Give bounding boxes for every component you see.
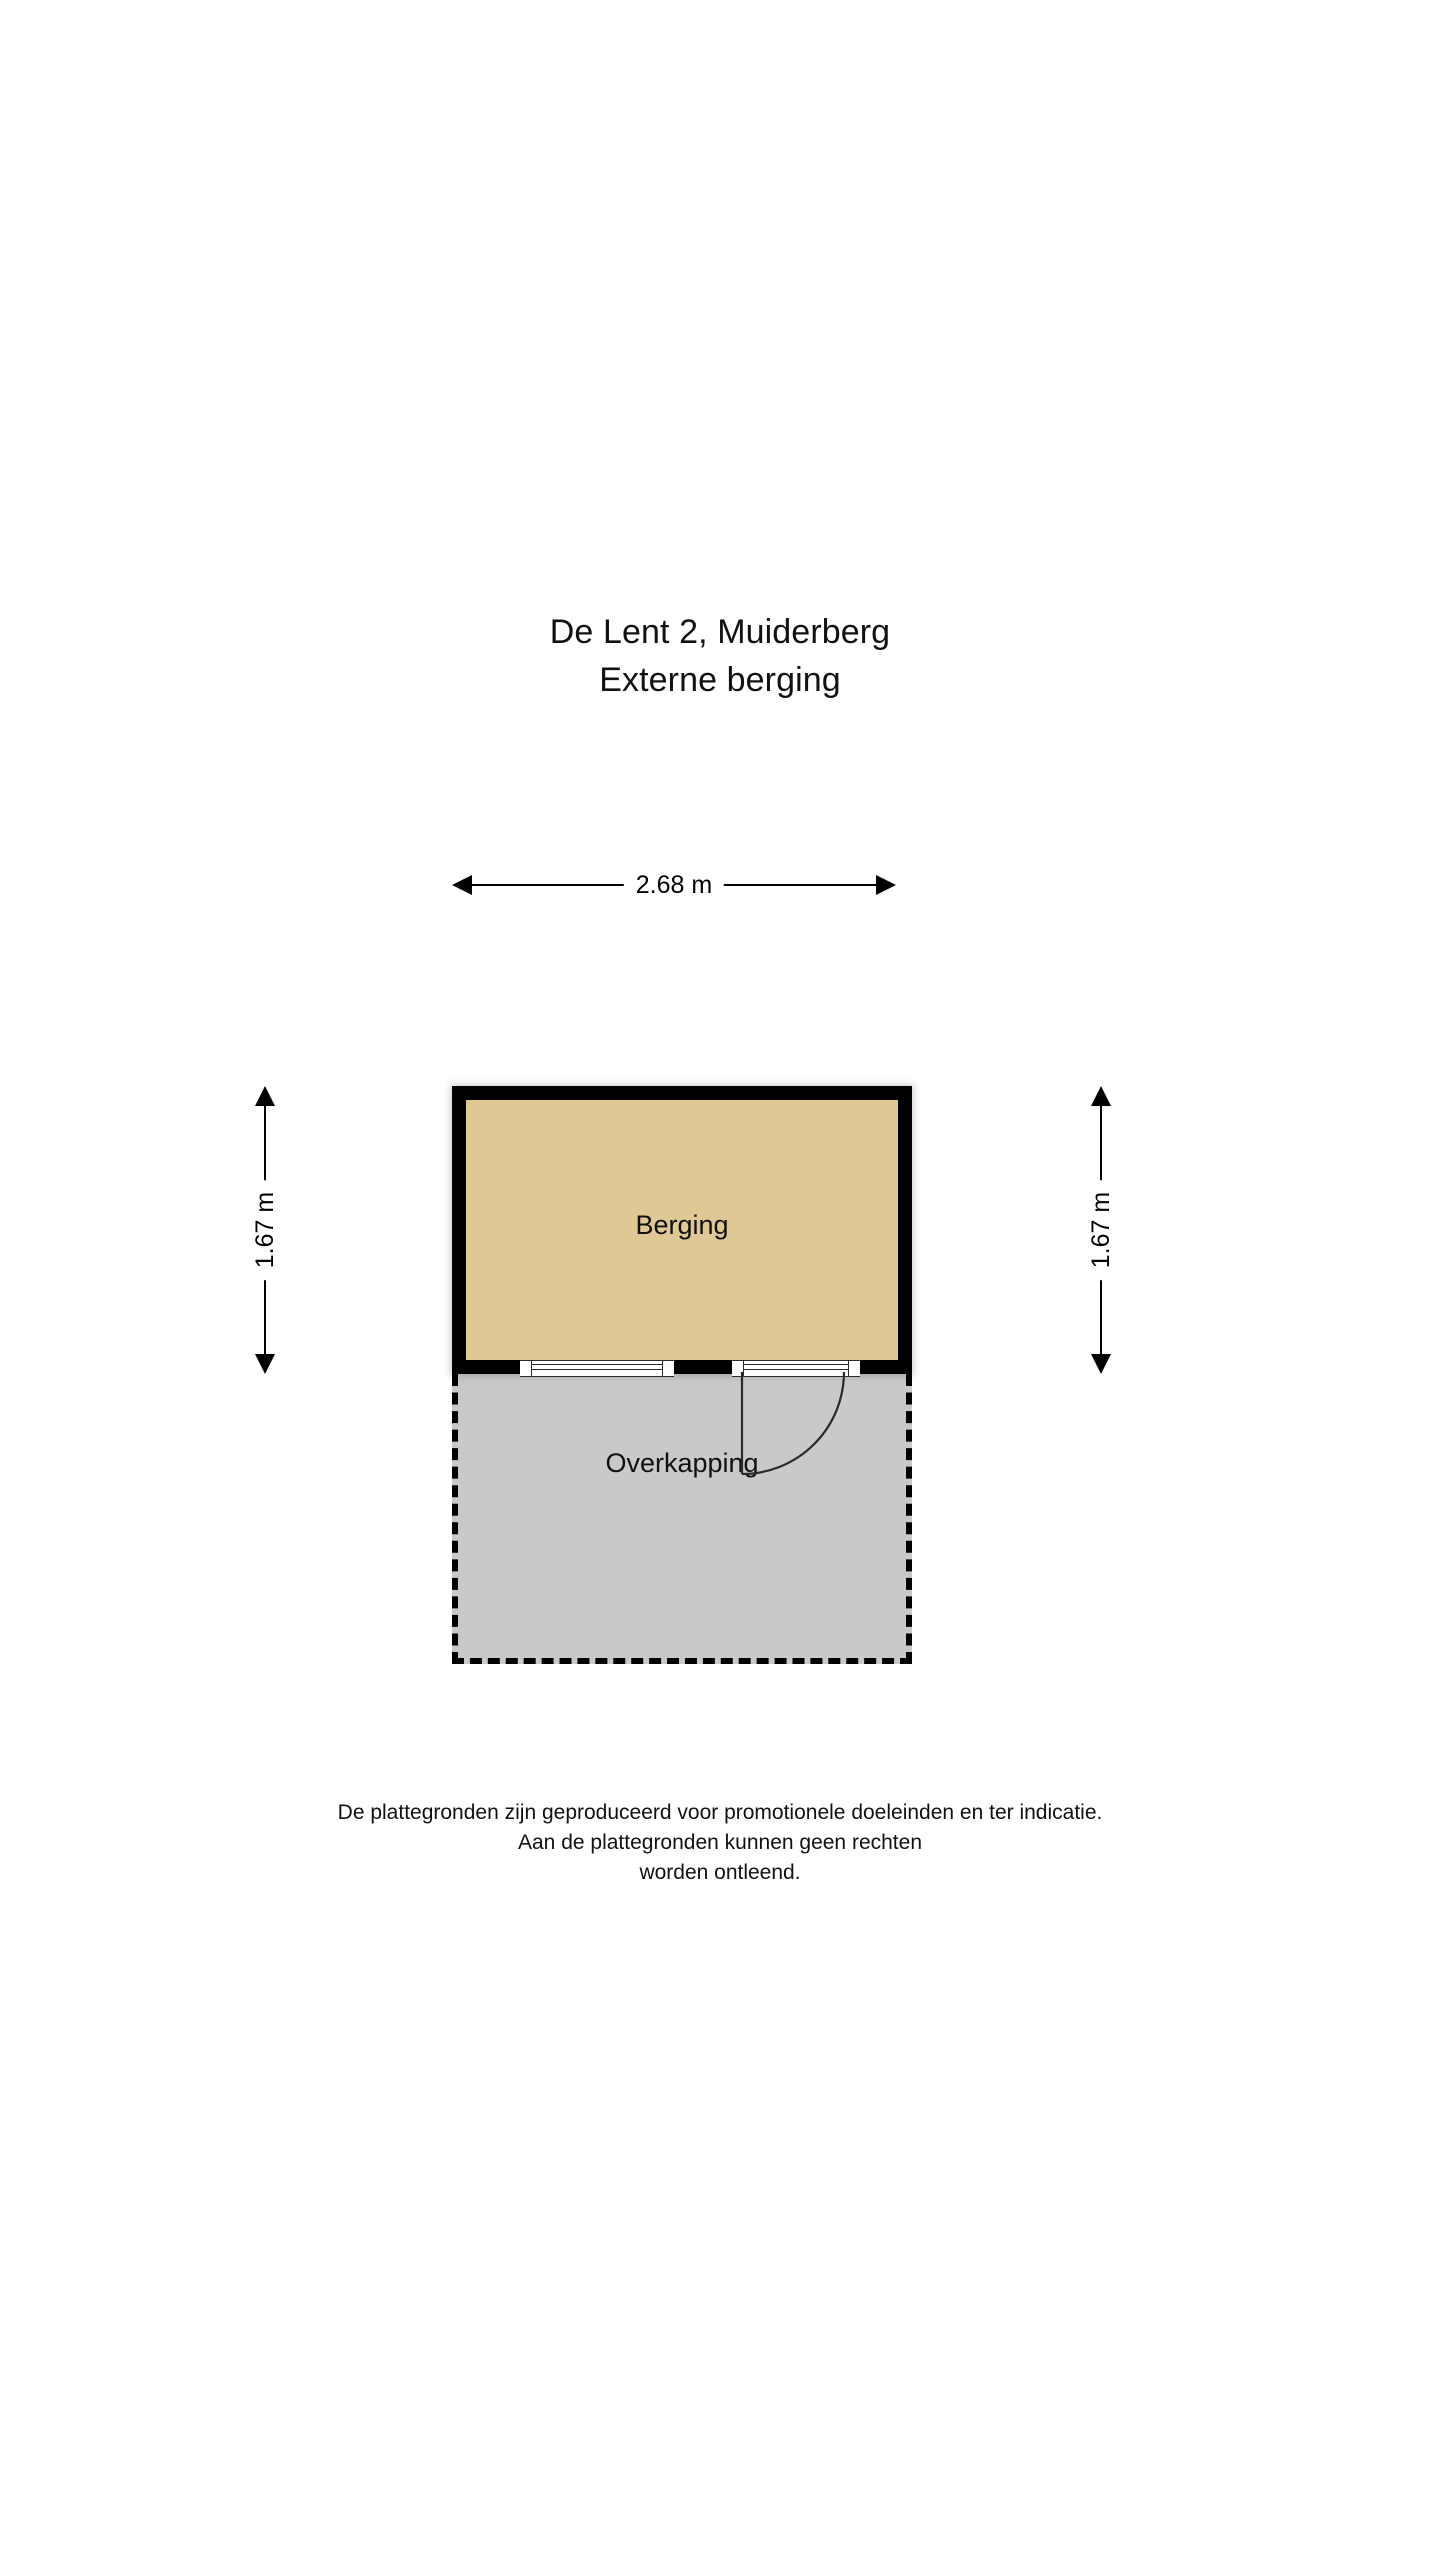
- disclaimer: [0, 1798, 1440, 1888]
- dimension-arrow-down-icon: [1091, 1354, 1111, 1374]
- title-address: De Lent 2, Muiderberg: [549, 613, 891, 651]
- dimension-height-right: [1078, 1086, 1124, 1374]
- disclaimer-line-2: Aan de plattegronden kunnen geen rechten: [518, 1831, 922, 1854]
- room-berging: [452, 1086, 912, 1374]
- window-icon: [520, 1360, 674, 1377]
- dimension-width-top: [452, 862, 896, 908]
- title-plan-name: Externe berging: [599, 661, 841, 699]
- dimension-height-left: [242, 1086, 288, 1374]
- dimension-height-left-label: 1.67 m: [247, 1180, 283, 1280]
- window-pane: [531, 1361, 663, 1376]
- dimension-arrow-down-icon: [255, 1354, 275, 1374]
- dimension-arrow-right-icon: [876, 875, 896, 895]
- dimension-width-label: 2.68 m: [624, 866, 724, 904]
- page-title: [0, 608, 1440, 704]
- floorplan-drawing: [452, 1086, 912, 1664]
- door-swing-arc-icon: [722, 1372, 872, 1482]
- dimension-height-right-label: 1.67 m: [1083, 1180, 1119, 1280]
- room-berging-label: Berging: [635, 1210, 729, 1240]
- area-overkapping-label: Overkapping: [605, 1448, 759, 1478]
- disclaimer-line-1: De plattegronden zijn geproduceerd voor promotionele doeleinden en ter indicatie.: [337, 1801, 1103, 1824]
- disclaimer-line-3: worden ontleend.: [639, 1861, 801, 1884]
